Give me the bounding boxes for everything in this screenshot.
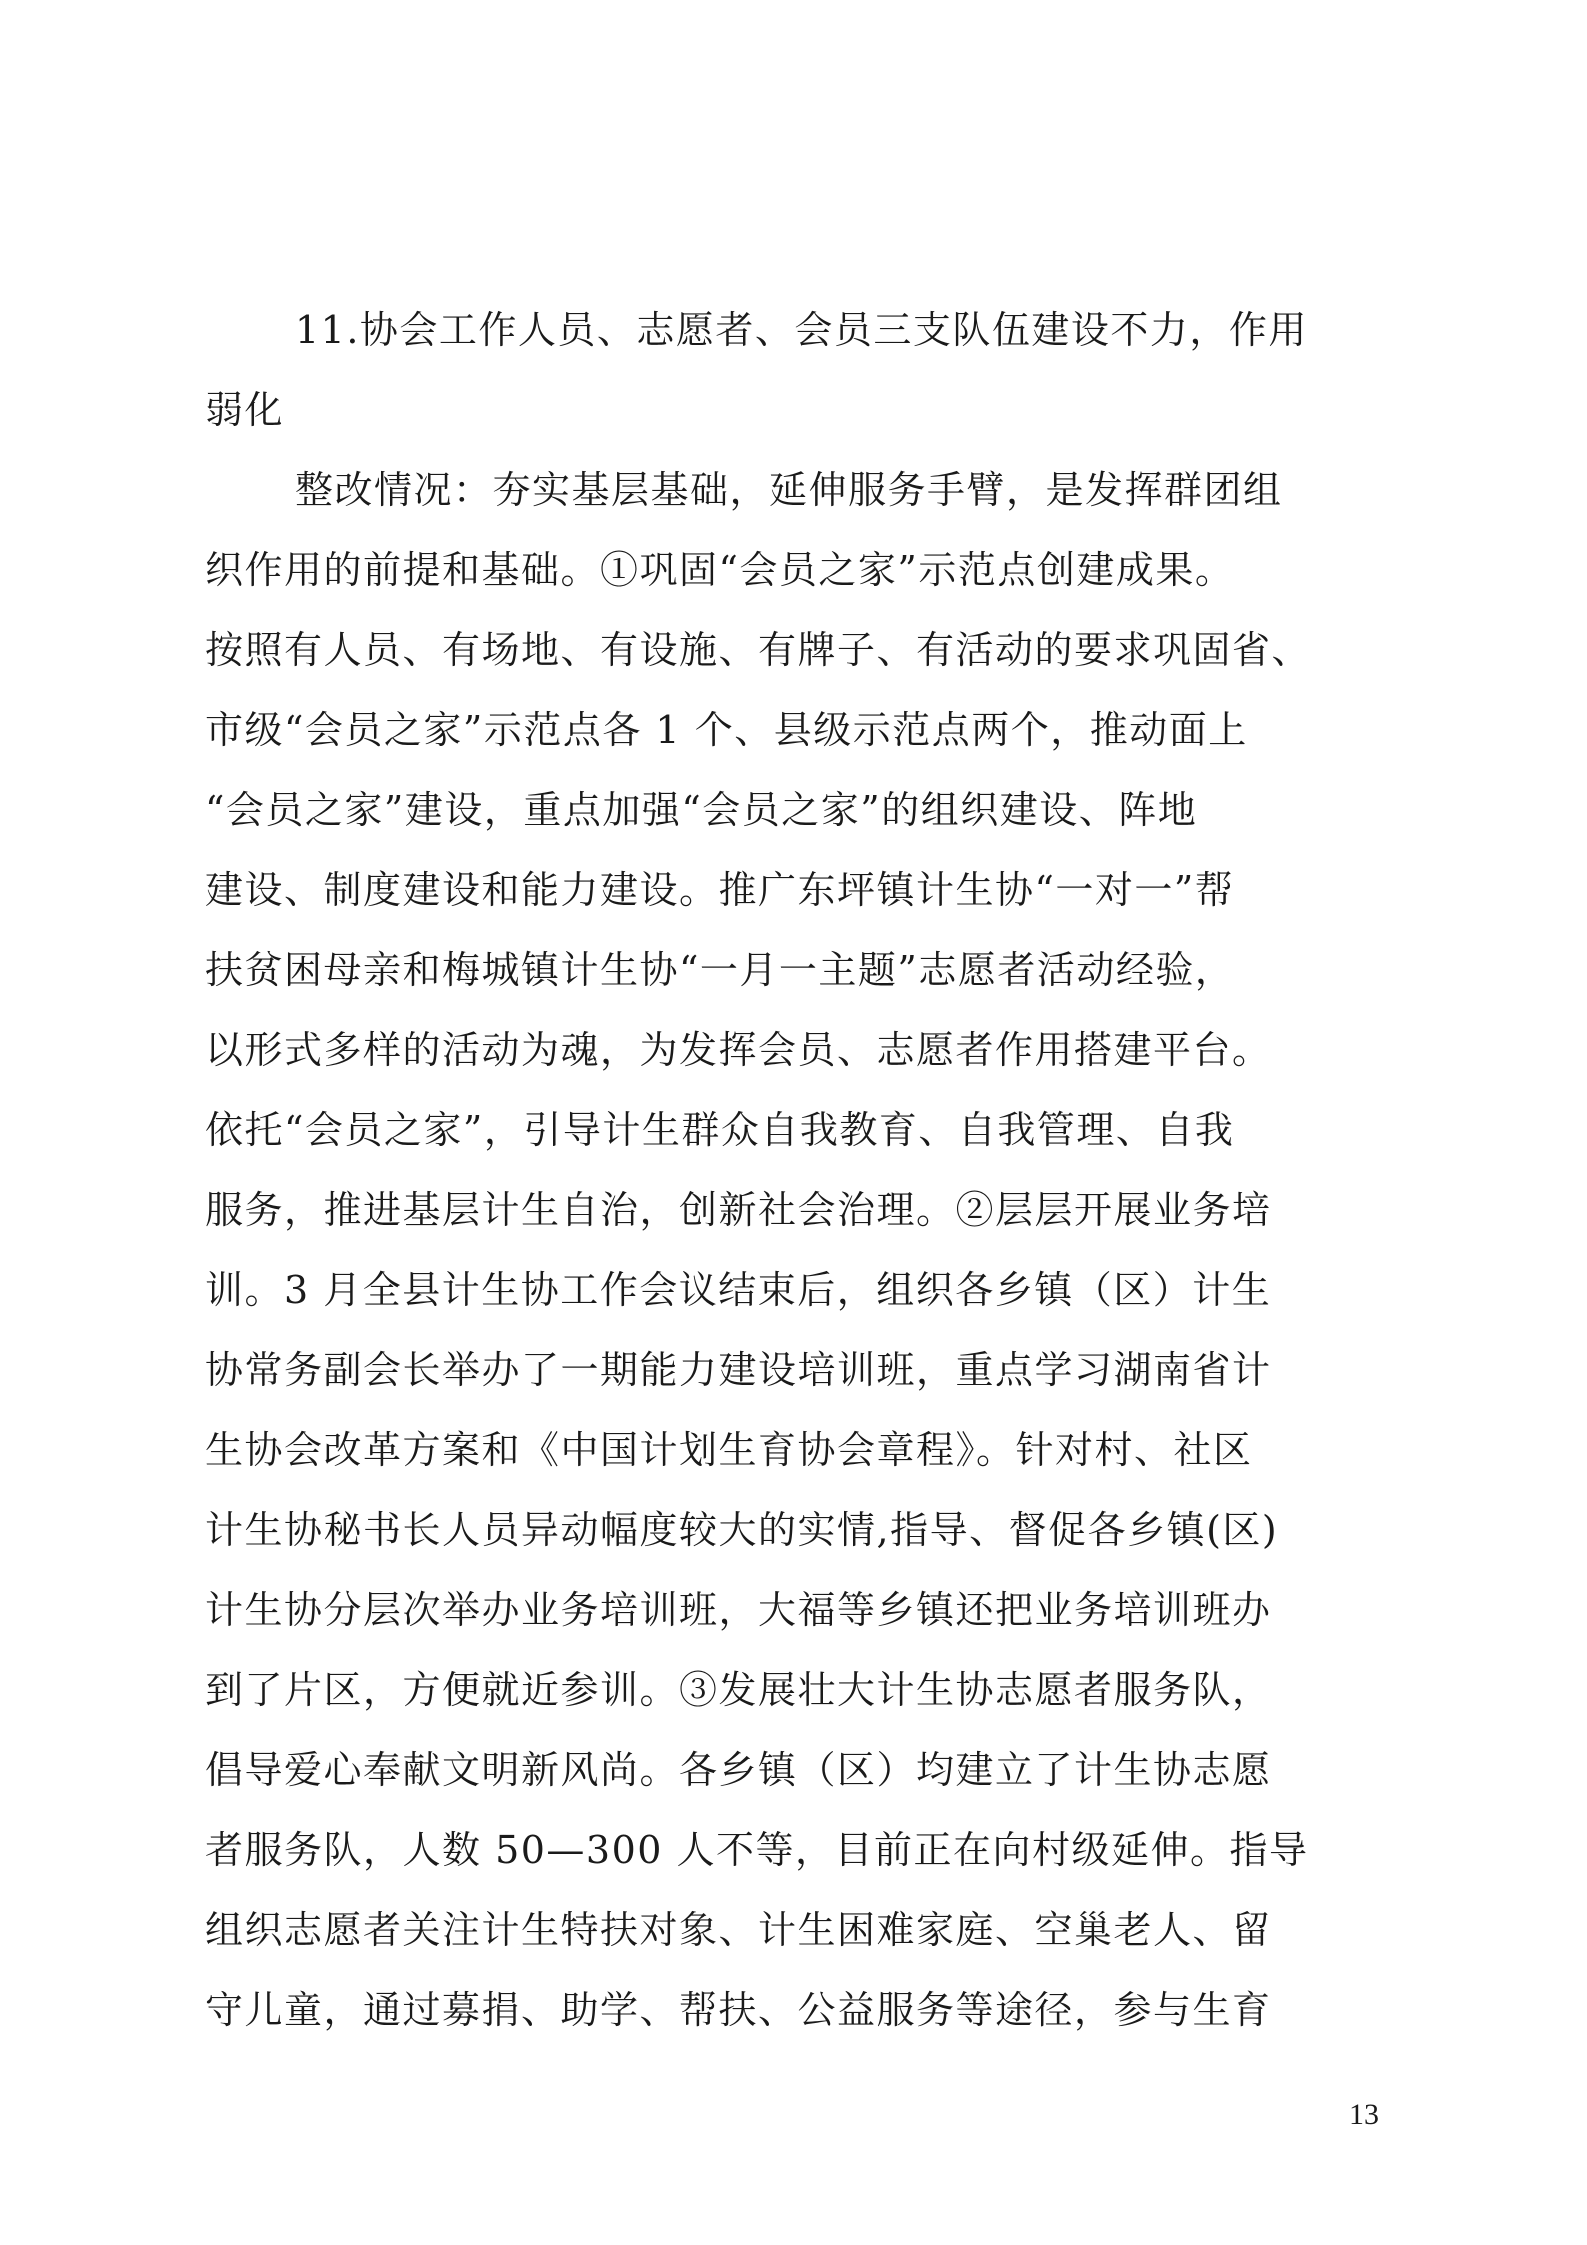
paragraph-line: 倡导爱心奉献文明新风尚。各乡镇（区）均建立了计生协志愿: [205, 1748, 1272, 1792]
paragraph-line: 建设、制度建设和能力建设。推广东坪镇计生协“一对一”帮: [205, 868, 1235, 912]
paragraph-line: 守儿童，通过募捐、助学、帮扶、公益服务等途径，参与生育: [205, 1988, 1272, 2032]
paragraph-line: 计生协秘书长人员异动幅度较大的实情,指导、督促各乡镇(区): [205, 1508, 1279, 1552]
paragraph-line: 组织志愿者关注计生特扶对象、计生困难家庭、空巢老人、留: [205, 1908, 1272, 1952]
paragraph-line: 协常务副会长举办了一期能力建设培训班，重点学习湖南省计: [205, 1348, 1272, 1392]
paragraph-line: 训。3 月全县计生协工作会议结束后，组织各乡镇（区）计生: [205, 1268, 1272, 1312]
section-heading-line-1: 11.协会工作人员、志愿者、会员三支队伍建设不力，作用: [295, 308, 1308, 352]
paragraph-line: 整改情况：夯实基层基础，延伸服务手臂，是发挥群团组: [295, 468, 1283, 512]
paragraph-line: “会员之家”建设，重点加强“会员之家”的组织建设、阵地: [205, 788, 1198, 832]
paragraph-line: 服务，推进基层计生自治，创新社会治理。②层层开展业务培: [205, 1188, 1272, 1232]
paragraph-line: 依托“会员之家”，引导计生群众自我教育、自我管理、自我: [205, 1108, 1235, 1152]
paragraph-line: 者服务队，人数 50—300 人不等，目前正在向村级延伸。指导: [205, 1828, 1309, 1872]
paragraph-line: 以形式多样的活动为魂，为发挥会员、志愿者作用搭建平台。: [205, 1028, 1272, 1072]
paragraph-line: 计生协分层次举办业务培训班，大福等乡镇还把业务培训班办: [205, 1588, 1272, 1632]
paragraph-line: 按照有人员、有场地、有设施、有牌子、有活动的要求巩固省、: [205, 628, 1312, 672]
paragraph-line: 扶贫困母亲和梅城镇计生协“一月一主题”志愿者活动经验，: [205, 948, 1235, 992]
paragraph-line: 市级“会员之家”示范点各 1 个、县级示范点两个，推动面上: [205, 708, 1248, 752]
paragraph-line: 到了片区，方便就近参训。③发展壮大计生协志愿者服务队，: [205, 1668, 1272, 1712]
paragraph-line: 织作用的前提和基础。①巩固“会员之家”示范点创建成果。: [205, 548, 1235, 592]
paragraph-line: 生协会改革方案和《中国计划生育协会章程》。针对村、社区: [205, 1428, 1253, 1472]
page-number: 13: [1349, 2098, 1379, 2131]
section-heading-line-2: 弱化: [205, 388, 285, 432]
